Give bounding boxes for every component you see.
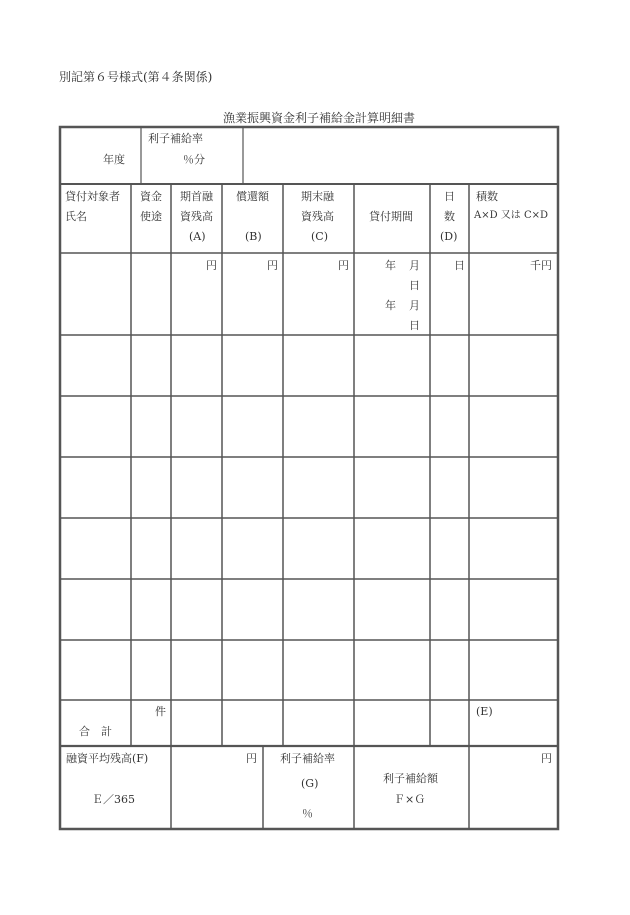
col-days-line3: (D): [440, 230, 458, 243]
avg-balance-label: 融資平均残高(F): [66, 752, 149, 765]
unit-days: 日: [454, 259, 465, 272]
col-end-line2: 資残高: [301, 210, 334, 223]
col-borrower-line1: 貸付対象者: [65, 190, 120, 203]
unit-yen-end: 円: [338, 259, 349, 272]
col-days-line2: 数: [444, 210, 455, 223]
unit-month-start: 月: [409, 259, 420, 272]
col-begin-line2: 資残高: [180, 210, 213, 223]
unit-year-start: 年: [385, 259, 396, 272]
col-repay-line1: 償還額: [236, 190, 269, 203]
avg-balance-yen: 円: [246, 752, 257, 765]
subsidy-yen: 円: [541, 752, 552, 765]
rate-header-label: 利子補給率: [148, 132, 203, 145]
subsidy-formula: Ｆ×Ｇ: [394, 793, 426, 806]
unit-yen-begin: 円: [206, 259, 217, 272]
year-label: 年度: [103, 153, 125, 166]
unit-day-end: 日: [409, 319, 420, 332]
unit-yen-repay: 円: [267, 259, 278, 272]
rate-header-unit: ％分: [183, 153, 205, 166]
total-label: 合 計: [79, 725, 112, 738]
footer-rate-mark: (G): [301, 777, 319, 790]
col-purpose-line1: 資金: [140, 190, 162, 203]
footer-rate-label: 利子補給率: [280, 752, 335, 765]
unit-month-end: 月: [409, 299, 420, 312]
col-product-line2: A×D 又は C×D: [474, 210, 549, 221]
avg-balance-formula: Ｅ／365: [92, 793, 135, 806]
total-count-unit: 件: [155, 705, 166, 718]
col-end-line1: 期末融: [301, 190, 334, 203]
col-begin-line3: (A): [189, 230, 206, 243]
col-purpose-line2: 使途: [140, 210, 162, 223]
form-label: 別記第６号様式(第４条関係): [59, 70, 213, 84]
col-period: 貸付期間: [369, 210, 413, 223]
col-product-line1: 積数: [476, 190, 498, 203]
subsidy-label: 利子補給額: [383, 772, 438, 785]
col-repay-line2: (B): [245, 230, 262, 243]
col-end-line3: (C): [311, 230, 328, 243]
form-title: 漁業振興資金利子補給金計算明細書: [223, 111, 416, 125]
unit-year-end: 年: [385, 299, 396, 312]
col-begin-line1: 期首融: [180, 190, 213, 203]
total-product-mark: (E): [476, 705, 493, 718]
unit-thousand-yen: 千円: [530, 259, 552, 272]
unit-day-start: 日: [409, 279, 420, 292]
footer-rate-unit: ％: [302, 807, 313, 820]
col-borrower-line2: 氏名: [65, 210, 87, 223]
col-days-line1: 日: [444, 190, 455, 203]
